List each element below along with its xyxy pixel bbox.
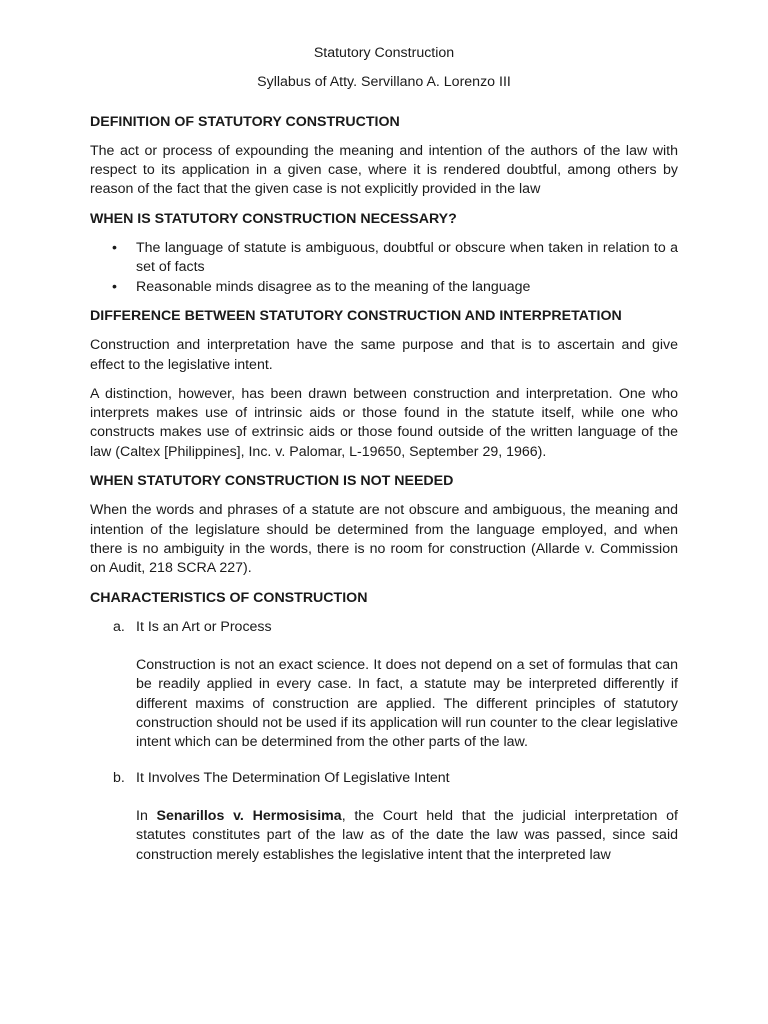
heading-definition: DEFINITION OF STATUTORY CONSTRUCTION xyxy=(90,113,400,130)
document-subtitle: Syllabus of Atty. Servillano A. Lorenzo III xyxy=(257,74,511,91)
difference-paragraph-1: Construction and interpretation have the same purpose and that is to ascertain and give effect to the legislative intent. xyxy=(90,337,678,373)
heading-not-needed: WHEN STATUTORY CONSTRUCTION IS NOT NEEDED xyxy=(90,473,454,490)
item-title: It Is an Art or Process xyxy=(136,618,272,635)
list-item: • Reasonable minds disagree as to the meaning of the language xyxy=(90,278,678,297)
item-title: It Involves The Determination Of Legislative Intent xyxy=(136,769,450,786)
list-item: • The language of statute is ambiguous, doubtful or obscure when taken in relation to a set of facts xyxy=(90,239,678,278)
text-segment: , the Court held that the judicial interpretation of statutes constitutes part of the law as of the date the law was passed, since said construction merely establishes the legislative intent that the interpreted law xyxy=(136,807,678,863)
list-item-a xyxy=(90,618,678,753)
item-paragraph xyxy=(136,807,678,865)
heading-difference: DIFFERENCE BETWEEN STATUTORY CONSTRUCTION AND INTERPRETATION xyxy=(90,307,622,324)
difference-paragraph-2: A distinction, however, has been drawn between construction and interpretation. One who interprets makes use of intrinsic aids or those found in the statute itself, while one who constructs makes use of extrinsic aids or those found outside of the written language of the law (Caltex [Philippines], Inc. v. Palomar, L-19650, September 29, 1966). xyxy=(90,385,678,460)
characteristics-list xyxy=(90,618,678,865)
heading-necessary: WHEN IS STATUTORY CONSTRUCTION NECESSARY? xyxy=(90,210,457,227)
list-marker: b. xyxy=(113,769,125,786)
case-name: Senarillos v. Hermosisima xyxy=(156,807,342,824)
document-title: Statutory Construction xyxy=(313,45,455,61)
heading-characteristics: CHARACTERISTICS OF CONSTRUCTION xyxy=(90,589,368,606)
document-page xyxy=(90,44,678,881)
item-paragraph: Construction is not an exact science. It does not depend on a set of formulas that can be readily applied in every case. In fact, a statute may be interpreted differently if different maxims of construction are applied. The different principles of statutory construction should not be used if its application will run counter to the clear legislative intent which can be determined from the other parts of the law. xyxy=(136,657,678,751)
list-item-b xyxy=(90,769,678,865)
text-segment: In xyxy=(136,807,157,824)
not-needed-paragraph: When the words and phrases of a statute are not obscure and ambiguous, the meaning and intention of the legislature should be determined from the language employed, and when there is no ambiguity in the words, there is no room for construction (Allarde v. Commission on Audit, 218 SCRA 227). xyxy=(90,502,678,577)
list-marker: a. xyxy=(113,618,125,635)
definition-paragraph: The act or process of expounding the meaning and intention of the authors of the law with respect to its application in a given case, where it is rendered doubtful, among others by reason of the fact that the given case is not explicitly provided in the law xyxy=(90,142,678,198)
necessary-list xyxy=(90,239,678,297)
